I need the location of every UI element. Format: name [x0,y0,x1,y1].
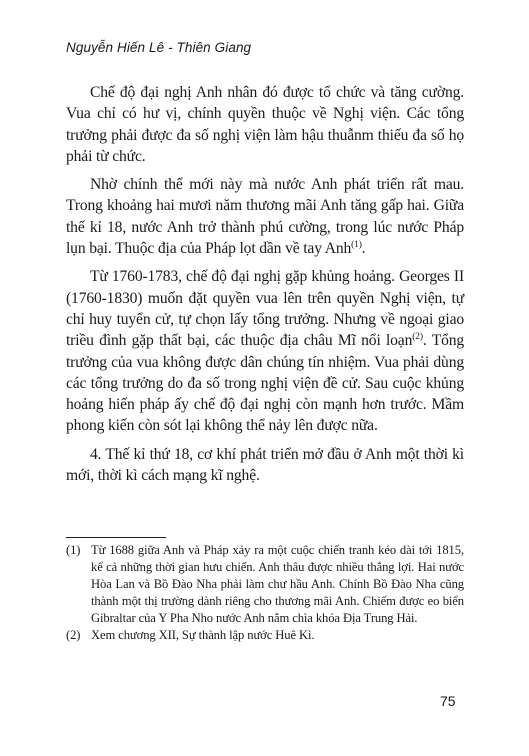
footnote [66,542,464,627]
body-text [66,82,464,493]
footnote-mark: (1) [66,543,81,557]
footnote-mark: (2) [66,628,81,643]
footnote-text: Từ 1688 giữa Anh và Pháp xảy ra một cuộc chiến tranh kéo dài tới 1815, kể cả những thời gian hưu chiến. Anh thâu được nhiều thắng lợi. Hai nước Hòa Lan và Bồ Đào Nha phải làm chư hầu Anh. Chính Bồ Đào Nha cũng thành một thị trường dành riêng cho thương mãi Anh. Chiếm được eo biển Gibraltar của Y Pha Nho nước Anh nắm chìa khóa Địa Trung Hải. [91,543,464,626]
paragraph [66,266,464,436]
footnote-text: Xem chương XII, Sự thành lập nước Huê Kì. [91,628,315,643]
paragraph-text: . [361,240,366,258]
running-header: Nguyễn Hiến Lê - Thiên Giang [66,40,252,55]
paragraph: Chế độ đại nghị Anh nhân đó được tổ chức và tăng cường. Vua chỉ có hư vị, chính quyền thuộc về Nghị viện. Các tổng trưởng phải được đa số nghị viện làm hậu thuẫnm thiếu đa số họ phải từ chức. [66,84,464,165]
page-number: 75 [440,693,456,709]
footnotes [66,542,464,645]
paragraph: 4. Thế kỉ thứ 18, cơ khí phát triển mở đầu ở Anh một thời kì mới, thời kì cách mạng kĩ nghệ. [66,445,464,485]
paragraph-text: Nhờ chính thể mới này mà nước Anh phát triển rất mau. Trong khoảng hai mươi năm thương mãi Anh tăng gấp hai. Giữa thế kỉ 18, nước Anh trở thành phú cường, trong lúc nước Pháp lụn bại. Thuộc địa của Pháp lọt dần về tay Anh [66,176,464,258]
paragraph [66,174,464,259]
footnote-reference: (1) [351,240,362,251]
footnote-divider [66,537,166,538]
paragraph-text: Từ 1760-1783, chế độ đại nghị gặp khủng hoảng. Georges II (1760-1830) muốn đặt quyền vua lên trên quyền Nghị viện, tự chỉ huy tuyển cử, tự chọn lấy tổng trưởng. Nhưng về ngoại giao triều đình gặp thất bại, các thuộc địa châu Mĩ nổi loạn [66,268,464,350]
paragraph-text: . Tổng trưởng của vua không được dân chúng tín nhiệm. Vua phải dùng các tổng trưởng do đa số trong nghị viện đề cử. Sau cuộc khủng hoảng hiến pháp ấy chế độ đại nghị còn mạnh hơn trước. Mầm phong kiến còn sót lại không thể nảy lên được nữa. [66,332,465,435]
footnote [66,627,464,644]
footnote-reference: (2) [412,332,423,343]
